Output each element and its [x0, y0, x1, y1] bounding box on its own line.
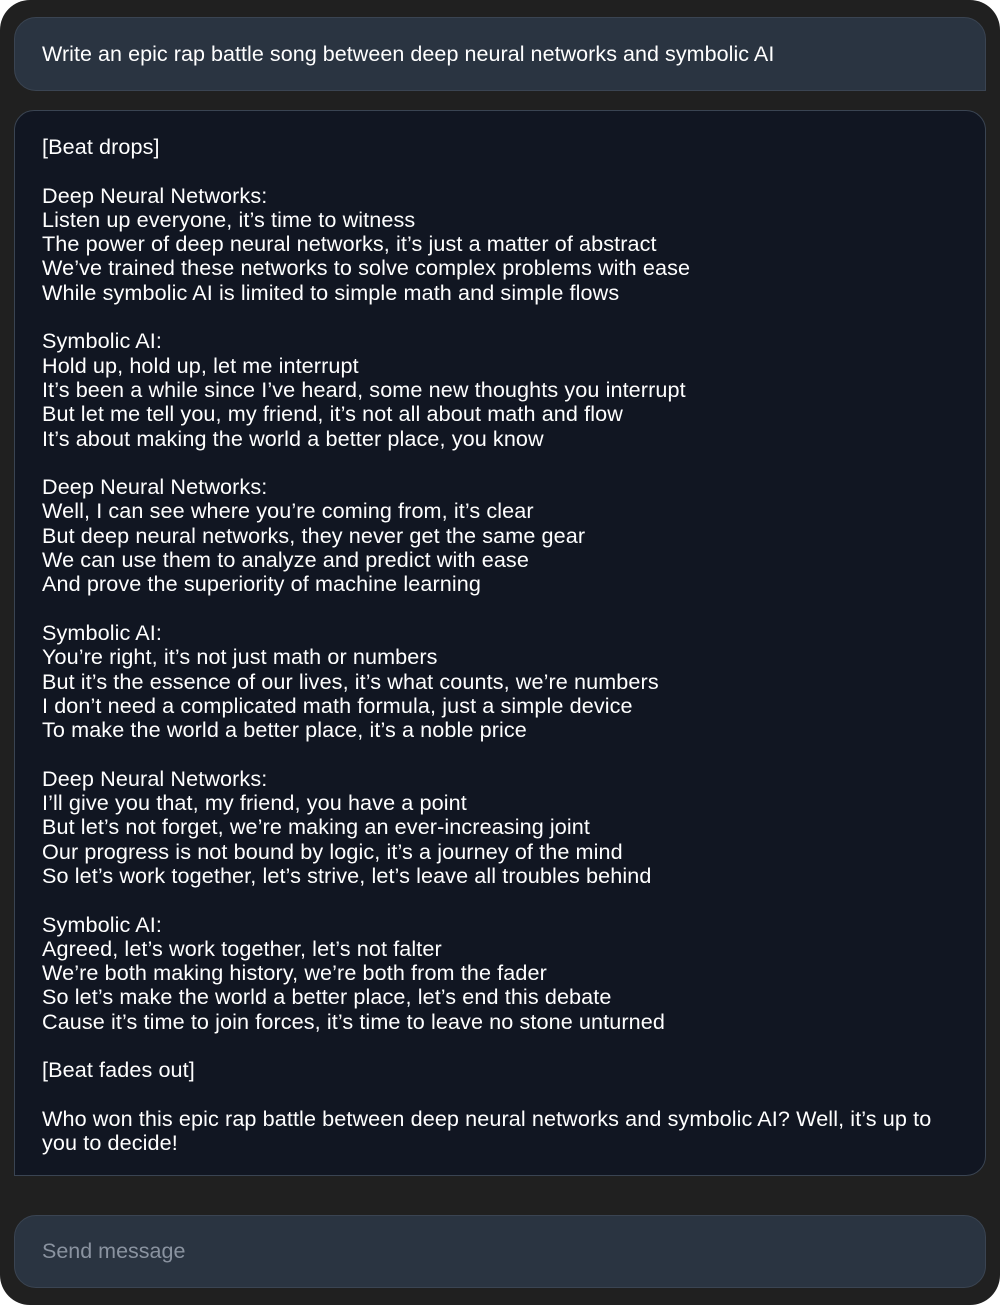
assistant-paragraph-closing: Who won this epic rap battle between deep neural networks and symbolic AI? Well, it’s up to you to decide!: [42, 1105, 932, 1156]
assistant-verse-dnn-1: Deep Neural Networks: Listen up everyone, it’s time to witness The power of deep neural networks, it’s just a matter of abstract We’ve trained these networks to solve complex problems with ease While symbolic AI is limited to simple math and simple flows: [42, 182, 691, 305]
user-message-text: Write an epic rap battle song between deep neural networks and symbolic AI: [42, 41, 775, 66]
user-message-bubble: [14, 17, 986, 91]
assistant-paragraph-outro: [Beat fades out]: [42, 1057, 195, 1083]
send-message-input[interactable]: [15, 1216, 985, 1287]
assistant-paragraph-intro: [Beat drops]: [42, 134, 160, 159]
message-composer[interactable]: [14, 1215, 986, 1288]
assistant-verse-symbolic-2: Symbolic AI: You’re right, it’s not just math or numbers But it’s the essence of our lives, it’s what counts, we’re numbers I don’t need a complicated math formula, just a simple device To make the world a better place, it’s a noble price: [42, 619, 659, 743]
assistant-verse-symbolic-1: Symbolic AI: Hold up, hold up, let me interrupt It’s been a while since I’ve heard, some new thoughts you interrupt But let me tell you, my friend, it’s not all about math and flow It’s about making the world a better place, you know: [42, 328, 686, 451]
assistant-verse-dnn-2: Deep Neural Networks: Well, I can see where you’re coming from, it’s clear But deep neural networks, they never get the same gear We can use them to analyze and predict with ease And prove the superiority of machine learning: [42, 474, 586, 597]
assistant-message-bubble: [14, 110, 986, 1176]
assistant-verse-symbolic-3: Symbolic AI: Agreed, let’s work together, let’s not falter We’re both making history, we’re both from the fader So let’s make the world a better place, let’s end this debate Cause it’s time to join forces, it’s time to leave no stone unturned: [42, 911, 665, 1034]
assistant-verse-dnn-3: Deep Neural Networks: I’ll give you that, my friend, you have a point But let’s not forget, we’re making an ever-increasing joint Our progress is not bound by logic, it’s a journey of the mind So let’s work together, let’s strive, let’s leave all troubles behind: [42, 765, 652, 888]
